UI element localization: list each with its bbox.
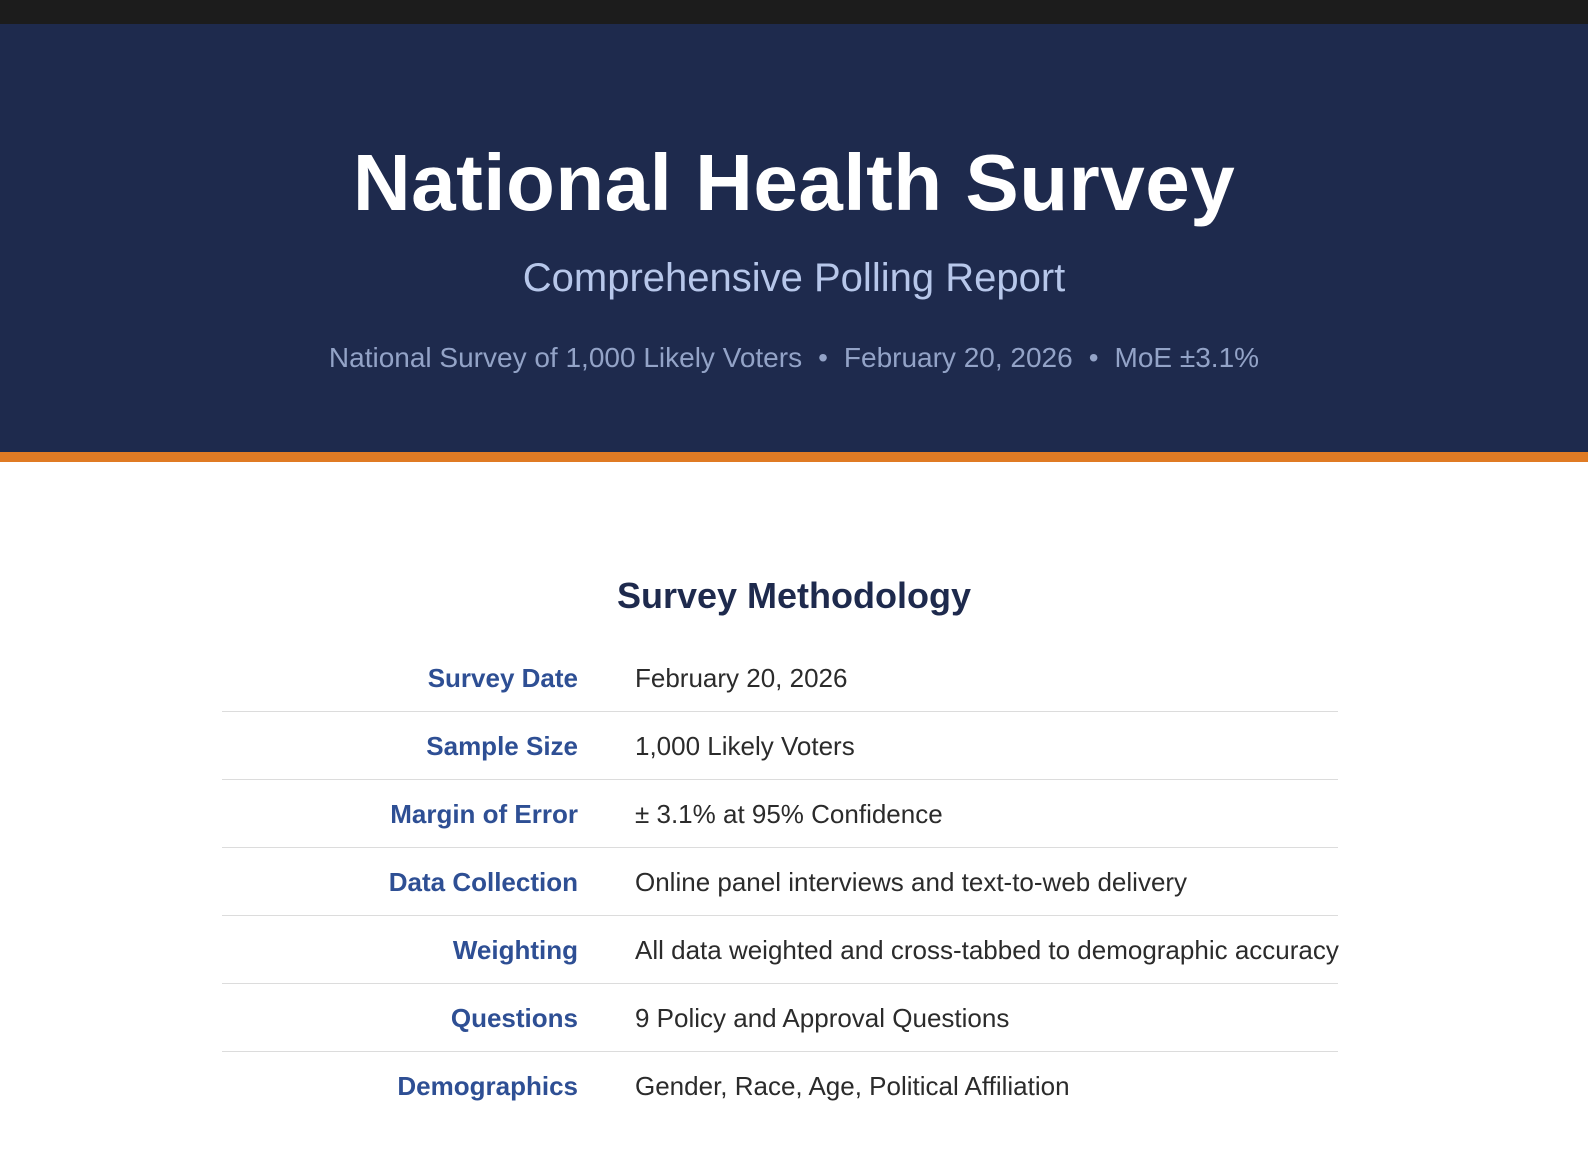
row-value: Online panel interviews and text-to-web delivery xyxy=(635,867,1188,897)
accent-divider xyxy=(0,452,1588,462)
methodology-row xyxy=(222,712,1338,780)
report-subtitle: Comprehensive Polling Report xyxy=(522,256,1066,300)
row-label: Weighting xyxy=(452,935,578,965)
row-value: ± 3.1% at 95% Confidence xyxy=(635,799,943,829)
row-value: All data weighted and cross-tabbed to demographic accuracy xyxy=(635,935,1339,965)
methodology-row xyxy=(222,848,1338,916)
meta-moe: MoE ±3.1% xyxy=(1114,342,1260,373)
row-label: Sample Size xyxy=(426,731,578,761)
row-value: 9 Policy and Approval Questions xyxy=(635,1003,1010,1033)
methodology-row xyxy=(222,644,1338,712)
row-label: Questions xyxy=(450,1003,578,1033)
row-value: February 20, 2026 xyxy=(635,663,848,693)
row-label: Data Collection xyxy=(388,867,578,897)
row-label: Survey Date xyxy=(427,663,578,693)
methodology-table xyxy=(222,644,1338,1119)
row-label: Margin of Error xyxy=(390,799,578,829)
methodology-row xyxy=(222,984,1338,1052)
report-title: National Health Survey xyxy=(352,138,1236,227)
row-label: Demographics xyxy=(397,1071,578,1101)
row-value: 1,000 Likely Voters xyxy=(635,731,855,761)
top-bar xyxy=(0,0,1588,24)
methodology-title: Survey Methodology xyxy=(616,575,972,616)
meta-separator: • xyxy=(1088,342,1099,373)
meta-date: February 20, 2026 xyxy=(843,342,1073,373)
methodology-row xyxy=(222,916,1338,984)
row-value: Gender, Race, Age, Political Affiliation xyxy=(635,1071,1070,1101)
methodology-row xyxy=(222,1052,1338,1119)
methodology-row xyxy=(222,780,1338,848)
meta-separator: • xyxy=(818,342,828,373)
meta-sample: National Survey of 1,000 Likely Voters xyxy=(328,342,803,373)
report-header xyxy=(0,24,1588,452)
report-meta xyxy=(0,340,1588,376)
